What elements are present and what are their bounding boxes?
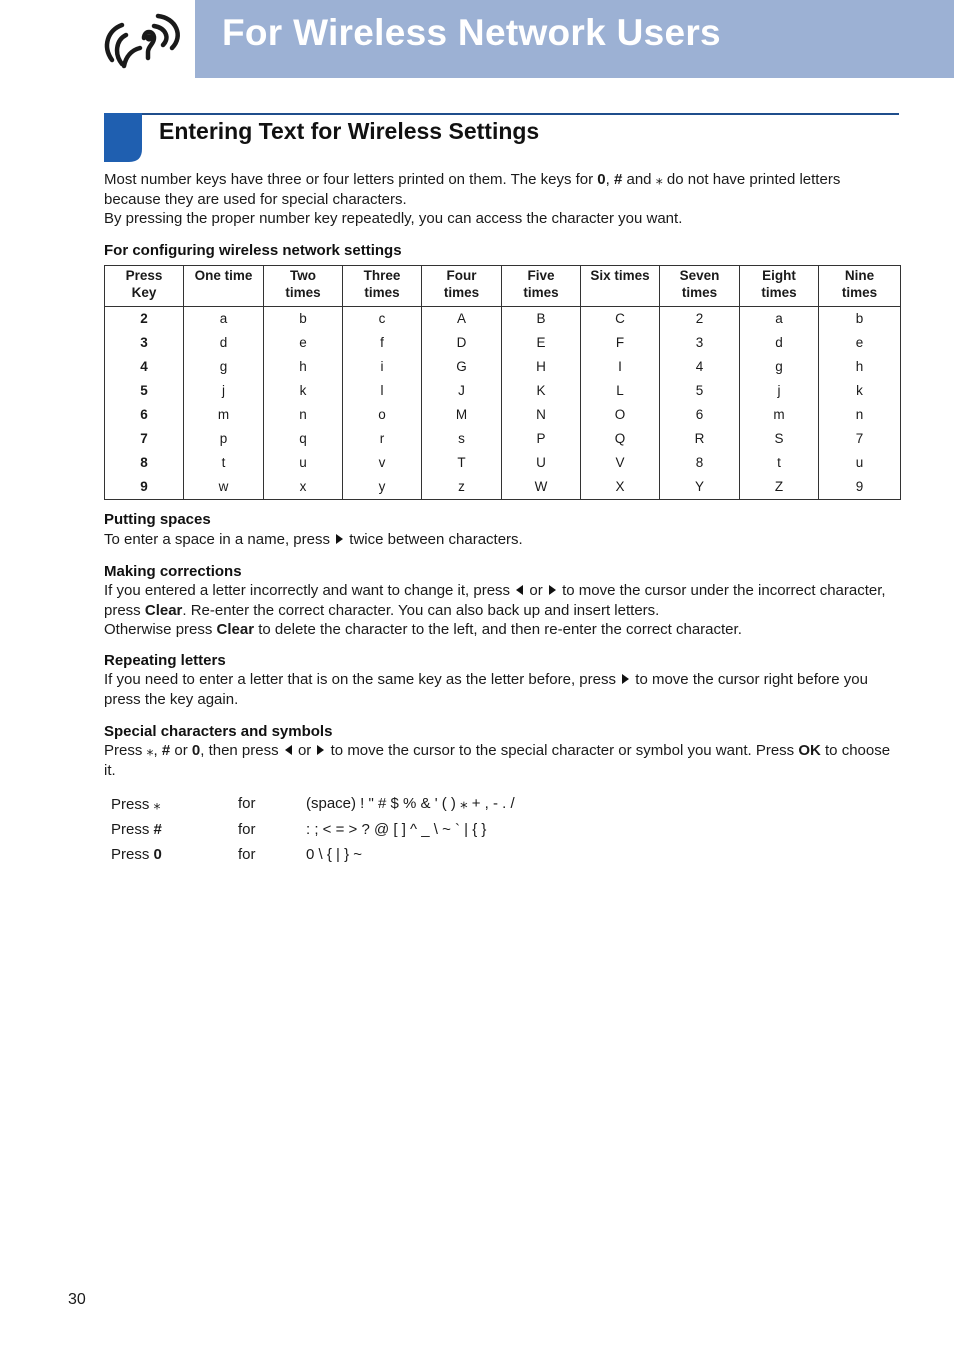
- table-row: [105, 451, 901, 475]
- table-cell: O: [581, 403, 660, 427]
- spaces-title: Putting spaces: [104, 511, 211, 528]
- table-cell: E: [502, 331, 581, 355]
- table-cell: 4: [105, 355, 184, 379]
- table-cell: k: [819, 379, 901, 403]
- table-cell: d: [184, 331, 264, 355]
- star-key-glyph: ⁎: [153, 796, 161, 812]
- table-cell: B: [502, 307, 581, 332]
- table-cell: c: [343, 307, 422, 332]
- table-cell: 2: [660, 307, 740, 332]
- table-cell: 8: [660, 451, 740, 475]
- symbol-list: : ; < = > ? @ [ ] ^ _ \ ~ ` | { }: [306, 821, 487, 838]
- table-cell: a: [740, 307, 819, 332]
- table-row: [105, 427, 901, 451]
- table-cell: 9: [105, 475, 184, 500]
- table-cell: j: [184, 379, 264, 403]
- table-cell: 6: [105, 403, 184, 427]
- table-cell: z: [422, 475, 502, 500]
- table-cell: X: [581, 475, 660, 500]
- table-cell: f: [343, 331, 422, 355]
- right-arrow-icon: [317, 745, 324, 755]
- table-cell: 3: [660, 331, 740, 355]
- page-number: 30: [68, 1291, 86, 1308]
- table-cell: 7: [819, 427, 901, 451]
- table-cell: D: [422, 331, 502, 355]
- table-cell: j: [740, 379, 819, 403]
- intro-paragraph: Most number keys have three or four letters printed on them. The keys for 0, # and ⁎ do not have printed letters because they are used for special characters. By pressing the proper number key repeatedly, you can access the character you want.: [104, 171, 841, 227]
- header-cell: Eight times: [740, 266, 819, 307]
- header-title: For Wireless Network Users: [222, 12, 721, 53]
- header-cell: Seven times: [660, 266, 740, 307]
- table-cell: R: [660, 427, 740, 451]
- table-row: [105, 403, 901, 427]
- left-arrow-icon: [285, 745, 292, 755]
- table-row: [105, 475, 901, 500]
- key-press-table: [104, 265, 901, 500]
- table-cell: e: [264, 331, 343, 355]
- table-cell: 7: [105, 427, 184, 451]
- table-cell: n: [819, 403, 901, 427]
- table-cell: m: [740, 403, 819, 427]
- repeating-text: If you need to enter a letter that is on the same key as the letter before, press to move the cursor right before you press the key again.: [104, 671, 868, 708]
- clear-key: Clear: [144, 601, 183, 619]
- table-cell: I: [581, 355, 660, 379]
- table-cell: L: [581, 379, 660, 403]
- table-cell: b: [264, 307, 343, 332]
- table-cell: i: [343, 355, 422, 379]
- symbol-list: (space) ! " # $ % & ' ( ) ⁎ + , - . /: [306, 795, 515, 812]
- table-cell: F: [581, 331, 660, 355]
- spaces-text: To enter a space in a name, press twice between characters.: [104, 531, 523, 548]
- table-cell: u: [819, 451, 901, 475]
- right-arrow-icon: [336, 534, 343, 544]
- table-cell: H: [502, 355, 581, 379]
- table-cell: W: [502, 475, 581, 500]
- table-cell: 3: [105, 331, 184, 355]
- table-cell: Q: [581, 427, 660, 451]
- table-cell: t: [184, 451, 264, 475]
- table-cell: G: [422, 355, 502, 379]
- table-cell: K: [502, 379, 581, 403]
- key-hash: #: [613, 171, 623, 188]
- table-cell: n: [264, 403, 343, 427]
- special-text: Press ⁎, # or 0, then press or to move the cursor to the special character or symbol you want. Press OK to choose it.: [104, 742, 891, 779]
- table-cell: T: [422, 451, 502, 475]
- table-cell: 8: [105, 451, 184, 475]
- header-cell: Two times: [264, 266, 343, 307]
- table-cell: h: [819, 355, 901, 379]
- table-cell: 6: [660, 403, 740, 427]
- table-cell: J: [422, 379, 502, 403]
- table-cell: P: [502, 427, 581, 451]
- table-cell: Z: [740, 475, 819, 500]
- table-cell: w: [184, 475, 264, 500]
- header-cell: One time: [184, 266, 264, 307]
- ok-key: OK: [798, 742, 821, 759]
- table-row: [105, 307, 901, 332]
- header-cell: Three times: [343, 266, 422, 307]
- table-cell: l: [343, 379, 422, 403]
- left-arrow-icon: [516, 585, 523, 595]
- table-cell: y: [343, 475, 422, 500]
- header-cell: Five times: [502, 266, 581, 307]
- table-cell: o: [343, 403, 422, 427]
- repeating-title: Repeating letters: [104, 652, 226, 669]
- section-tab-marker: [104, 113, 142, 162]
- table-cell: p: [184, 427, 264, 451]
- table-cell: u: [264, 451, 343, 475]
- corrections-title: Making corrections: [104, 563, 242, 580]
- table-cell: k: [264, 379, 343, 403]
- header-cell: Six times: [581, 266, 660, 307]
- table-cell: m: [184, 403, 264, 427]
- table-cell: v: [343, 451, 422, 475]
- table-cell: N: [502, 403, 581, 427]
- table-cell: 2: [105, 307, 184, 332]
- table-cell: 9: [819, 475, 901, 500]
- wireless-hand-icon: [100, 8, 190, 70]
- table-cell: g: [184, 355, 264, 379]
- table-header-row: [105, 266, 901, 307]
- table-cell: e: [819, 331, 901, 355]
- right-arrow-icon: [549, 585, 556, 595]
- header-cell: Press Key: [105, 266, 184, 307]
- table-cell: r: [343, 427, 422, 451]
- section-title: Entering Text for Wireless Settings: [159, 118, 540, 144]
- star-key-glyph: ⁎: [655, 171, 663, 187]
- special-title: Special characters and symbols: [104, 723, 333, 740]
- table-row: [105, 355, 901, 379]
- table-row: [105, 379, 901, 403]
- clear-key: Clear: [216, 621, 255, 638]
- corrections-text: If you entered a letter incorrectly and want to change it, press or to move the cursor under the incorrect character, press Clear. Re-enter the correct character. You can also back up and insert letters. Otherwise press Clear to delete the character to the left, and then re-enter the correct character.: [104, 582, 886, 638]
- table-cell: S: [740, 427, 819, 451]
- section-rule: [104, 113, 899, 115]
- right-arrow-icon: [622, 674, 629, 684]
- key-zero: 0: [191, 742, 201, 759]
- header-cell: Four times: [422, 266, 502, 307]
- table-cell: x: [264, 475, 343, 500]
- table-cell: M: [422, 403, 502, 427]
- table-cell: d: [740, 331, 819, 355]
- table-cell: U: [502, 451, 581, 475]
- table-cell: h: [264, 355, 343, 379]
- table-cell: V: [581, 451, 660, 475]
- table-cell: q: [264, 427, 343, 451]
- table-cell: a: [184, 307, 264, 332]
- header-cell: Nine times: [819, 266, 901, 307]
- symbol-list: 0 \ { | } ~: [306, 846, 363, 863]
- table-cell: 5: [660, 379, 740, 403]
- table-cell: 4: [660, 355, 740, 379]
- table-cell: 5: [105, 379, 184, 403]
- key-zero: 0: [597, 171, 606, 188]
- table-cell: C: [581, 307, 660, 332]
- table-cell: s: [422, 427, 502, 451]
- table-row: [105, 331, 901, 355]
- table-cell: b: [819, 307, 901, 332]
- table-cell: t: [740, 451, 819, 475]
- table-caption: For configuring wireless network settings: [104, 242, 402, 259]
- star-key-glyph: ⁎: [146, 742, 154, 758]
- table-cell: Y: [660, 475, 740, 500]
- key-hash: #: [161, 742, 171, 759]
- table-cell: g: [740, 355, 819, 379]
- table-cell: A: [422, 307, 502, 332]
